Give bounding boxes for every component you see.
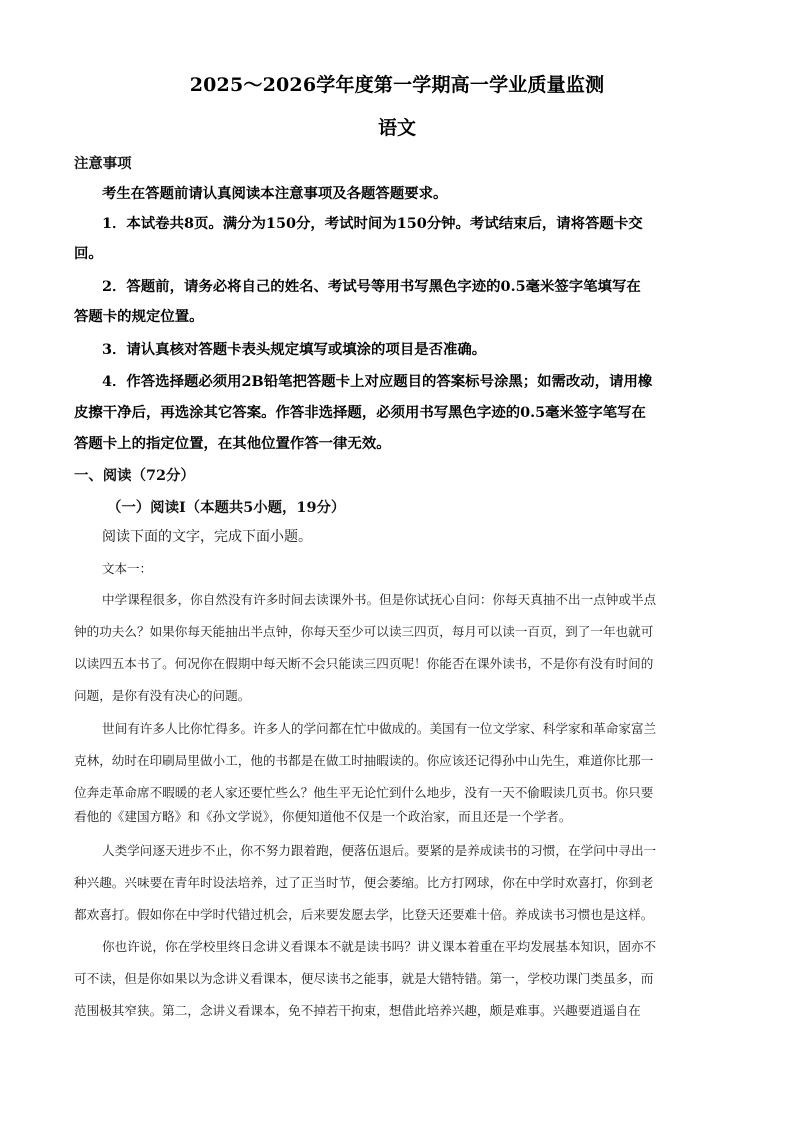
note-item-3-line-1: 3．请认真核对答题卡表头规定填写或填涂的项目是否准确。: [102, 341, 487, 358]
subject-title: 语文: [377, 117, 416, 139]
passage-p2-line-1: 世间有许多人比你忙得多。许多人的学问都在忙中做成的。美国有一位文学家、科学家和革命家富兰: [102, 721, 657, 736]
passage-p3-line-3: 都欢喜打。假如你在中学时代错过机会，后来要发愿去学，比登天还要难十倍。养成读书习惯也是这样。: [74, 907, 654, 922]
note-item-4-line-1: 4．作答选择题必须用2B铅笔把答题卡上对应题目的答案标号涂黑；如需改动，请用橡: [102, 373, 653, 390]
note-item-4-line-2: 皮擦干净后，再选涂其它答案。作答非选择题，必须用书写黑色字迹的0.5毫米签字笔写在: [74, 404, 646, 421]
passage-p4-line-1: 你也许说，你在学校里终日念讲义看课本不就是读书吗？讲义课本着重在平均发展基本知识，固亦不: [102, 939, 657, 954]
passage-p3-line-2: 种兴趣。兴味要在青年时设法培养，过了正当时节，便会萎缩。比方打网球，你在中学时欢喜打，你到老: [74, 875, 654, 890]
text-label: 文本一：: [102, 561, 153, 576]
section-heading: 一、阅读（72分）: [74, 467, 195, 484]
passage-p1-line-1: 中学课程很多，你自然没有许多时间去读课外书。但是你试抚心自问：你每天真抽不出一点钟或半点: [102, 592, 657, 607]
exam-title: 2025～2026学年度第一学期高一学业质量监测: [189, 74, 605, 96]
passage-p2-line-4: 看他的《建国方略》和《孙文学说》，你便知道他不仅是一个政治家，而且还是一个学者。: [74, 809, 572, 824]
passage-p3-line-1: 人类学问逐天进步不止，你不努力跟着跑，便落伍退后。要紧的是养成读书的习惯，在学问中寻出一: [102, 843, 657, 858]
passage-p4-line-3: 范围极其窄狭。第二，念讲义看课本，免不掉若干拘束，想借此培养兴趣，颇是难事。兴趣要逍遥自在: [74, 1003, 641, 1018]
note-item-1-line-2: 回。: [74, 245, 103, 262]
passage-p1-line-3: 以读四五本书了。何况你在假期中每天断不会只能读三四页呢！你能否在课外读书，不是你有没有时间的: [74, 656, 654, 671]
note-item-4-line-3: 答题卡上的指定位置，在其他位置作答一律无效。: [74, 435, 391, 452]
passage-p4-line-2: 可不读，但是你如果以为念讲义看课本，便尽读书之能事，就是大错特错。第一，学校功课门类虽多，而: [74, 971, 654, 986]
notes-intro: 考生在答题前请认真阅读本注意事项及各题答题要求。: [102, 185, 448, 202]
note-item-2-line-2: 答题卡的规定位置。: [74, 308, 204, 325]
note-item-1-line-1: 1．本试卷共8页。满分为150分，考试时间为150分钟。考试结束后，请将答题卡交: [102, 215, 643, 232]
passage-p1-line-4: 问题，是你有没有决心的问题。: [74, 688, 251, 703]
note-item-2-line-1: 2．答题前，请务必将自己的姓名、考试号等用书写黑色字迹的0.5毫米签字笔填写在: [102, 278, 641, 295]
subsection-heading: （一）阅读Ⅰ（本题共5小题，19分）: [107, 499, 346, 516]
passage-p2-line-3: 位奔走革命席不暇暖的老人家还要忙些么？他生平无论忙到什么地步，没有一天不偷暇读几页书。你只要: [74, 785, 654, 800]
passage-p1-line-2: 钟的功夫么？如果你每天能抽出半点钟，你每天至少可以读三四页，每月可以读一百页，到了一年也就可: [74, 624, 654, 639]
reading-instruction: 阅读下面的文字，完成下面小题。: [102, 528, 312, 544]
passage-p2-line-2: 克林，幼时在印刷局里做小工，他的书都是在做工时抽暇读的。你应该还记得孙中山先生，难道你比那一: [74, 753, 654, 768]
notes-heading: 注意事项: [74, 155, 132, 172]
